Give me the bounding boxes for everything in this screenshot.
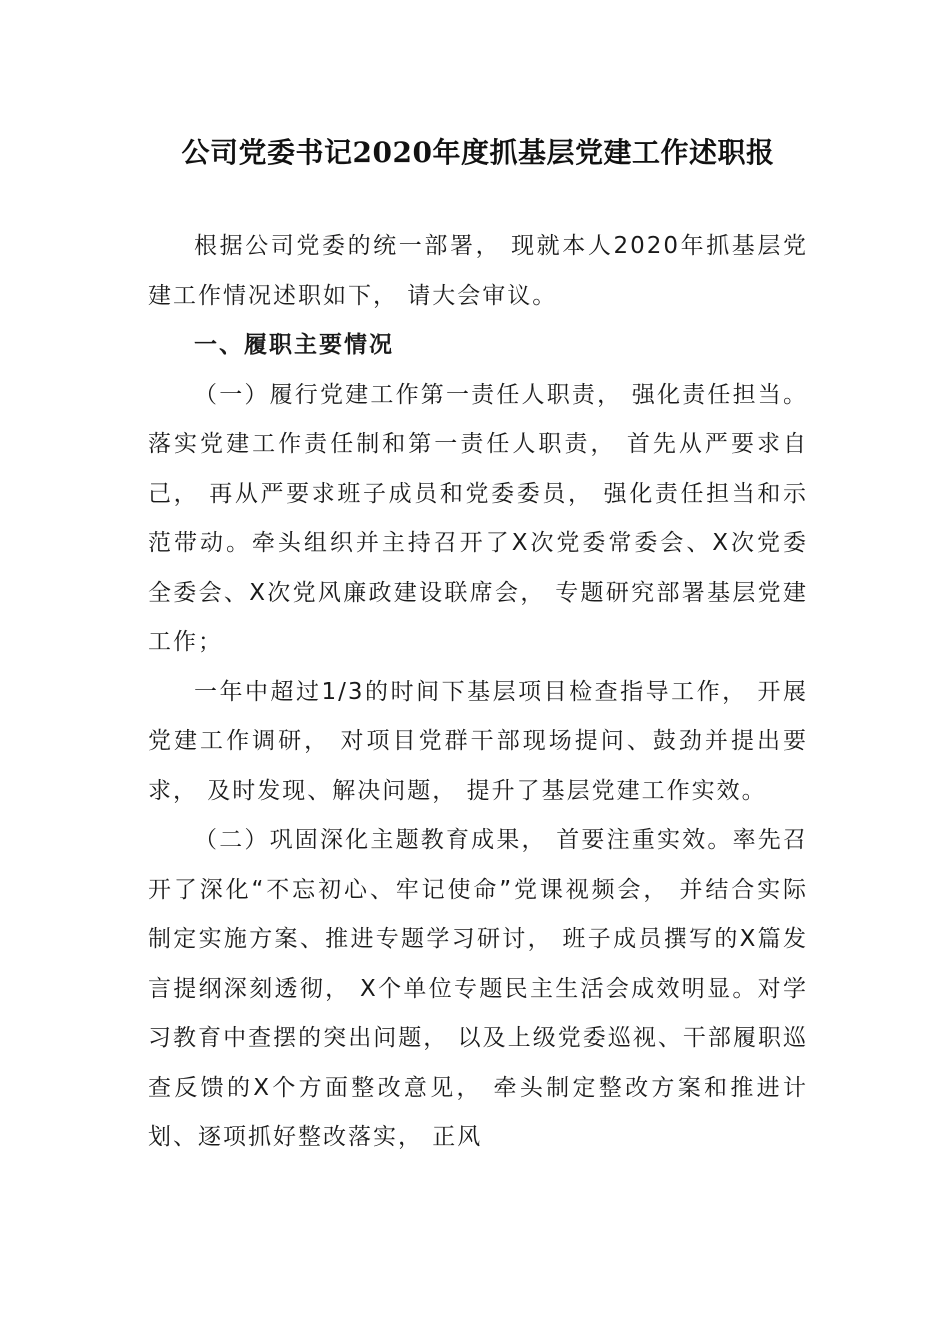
intro-paragraph: 根据公司党委的统一部署， 现就本人2020年抓基层党建工作情况述职如下， 请大会审议。 [148, 233, 808, 309]
document-title: 公司党委书记2020年度抓基层党建工作述职报 [181, 136, 775, 169]
document-body [148, 222, 808, 1163]
paragraph-3: （二）巩固深化主题教育成果， 首要注重实效。率先召开了深化“不忘初心、牢记使命”党课视频会， 并结合实际制定实施方案、推进专题学习研讨， 班子成员撰写的X篇发言提纲深刻透彻， X个单位专题民主生活会成效明显。对学习教育中查摆的突出问题， 以及上级党委巡视、干部履职巡查反馈的X个方面整改意见， 牵头制定整改方案和推进计划、逐项抓好整改落实， 正风 [148, 827, 808, 1150]
section-heading: 一、履职主要情况 [194, 332, 394, 358]
paragraph-2: 一年中超过1/3的时间下基层项目检查指导工作， 开展党建工作调研， 对项目党群干部现场提问、鼓劲并提出要求， 及时发现、解决问题， 提升了基层党建工作实效。 [148, 678, 808, 804]
paragraph-1: （一）履行党建工作第一责任人职责， 强化责任担当。落实党建工作责任制和第一责任人职责， 首先从严要求自己， 再从严要求班子成员和党委委员， 强化责任担当和示范带动。牵头组织并主持召开了X次党委常委会、X次党委全委会、X次党风廉政建设联席会， 专题研究部署基层党建工作； [148, 381, 808, 655]
